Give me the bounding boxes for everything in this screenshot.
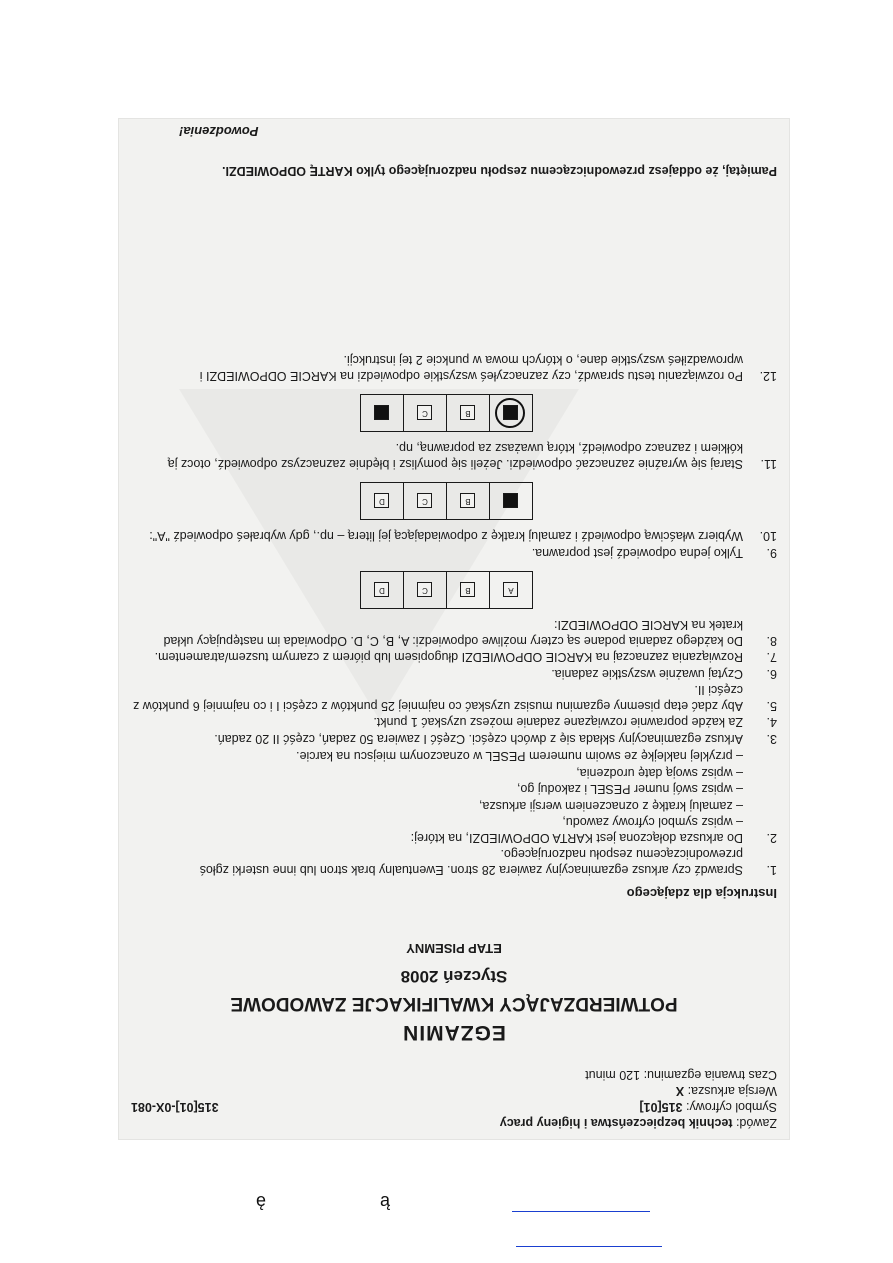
scanned-page (118, 118, 790, 1140)
stray-glyph-e: ę (256, 1190, 267, 1210)
upside-down-exam-sheet (119, 119, 789, 1139)
instruction-number: 5. (766, 699, 777, 713)
instruction-text: Do arkusza dołączona jest KARTA ODPOWIEDZI, na której: (410, 831, 743, 845)
header-row-duration (131, 1067, 777, 1083)
instruction-number: 12. (759, 369, 777, 383)
header-row-version (131, 1083, 777, 1099)
example-square-c: C (418, 494, 433, 509)
version-line (676, 1083, 777, 1099)
corrected-cell-c (403, 395, 446, 431)
instruction-item (131, 561, 777, 648)
answer-cell-a (489, 572, 532, 608)
hyperlink-underline-1[interactable] (512, 1211, 650, 1212)
instruction-sublist (131, 748, 743, 830)
sub-item: – przyklej naklejkę ze swoim numerem PESEL w oznaczonym miejscu na karcie. (296, 749, 743, 764)
instruction-body (131, 384, 743, 471)
sheet-code: 315[01]-0X-081 (131, 1100, 219, 1114)
instruction-number: 2. (766, 831, 777, 845)
instruction-item (131, 384, 777, 471)
corrected-cell-b (446, 395, 489, 431)
instruction-body (131, 472, 743, 544)
corrected-cell-d (361, 395, 403, 431)
instruction-number: 3. (766, 732, 777, 746)
profession-label: Zawód: (736, 1116, 777, 1130)
title-exam: EGZAMIN (402, 1021, 506, 1044)
symbol-value: 315[01] (639, 1100, 683, 1114)
sheet-header (131, 1067, 777, 1131)
title-qualification: POTWIERDZAJĄCY KWALIFIKACJE ZAWODOWE (230, 993, 678, 1014)
stray-glyph-a: ą (380, 1190, 391, 1210)
answer-square-a: A (504, 583, 519, 598)
header-row-symbol (131, 1099, 777, 1115)
answer-cell-c (403, 572, 446, 608)
sub-item: – wpisz swoją datę urodzenia, (576, 766, 743, 780)
example-filled-answer (360, 482, 533, 520)
instruction-text: Rozwiązania zaznaczaj na KARCIE ODPOWIEDZI długopisem lub piórem z czarnym tuszem/atramentem. (154, 650, 743, 665)
hyperlink-underline-2[interactable] (516, 1246, 662, 1247)
example-cell-c (403, 483, 446, 519)
instruction-item (131, 714, 777, 730)
version-value: X (675, 1084, 685, 1098)
answer-cell-b (446, 572, 489, 608)
instruction-number: 10. (759, 529, 777, 544)
instructions-heading: Instrukcja dla zdającego (626, 886, 777, 901)
example-square-b: B (461, 494, 476, 509)
title-block (119, 941, 789, 1044)
instruction-body (131, 747, 743, 845)
instruction-item (131, 649, 777, 665)
instruction-item (131, 731, 777, 747)
instruction-body (131, 561, 743, 648)
good-luck-text: Powodzenia! (179, 124, 259, 139)
instruction-item (131, 747, 777, 845)
correction-circle (495, 398, 525, 428)
sub-item: – wpisz swój numer PESEL i zakoduj go, (516, 782, 743, 797)
instruction-number: 8. (766, 634, 777, 648)
instruction-text: Za każde poprawnie rozwiązane zadanie możesz uzyskać 1 punkt. (373, 715, 743, 730)
instruction-number: 4. (766, 715, 777, 730)
title-stage: ETAP PISEMNY (406, 941, 502, 956)
instruction-number: 9. (766, 546, 777, 560)
instruction-text: Wybierz właściwą odpowiedź i zamaluj kratkę z odpowiadającą jej literą – np., gdy wybrałeś odpowiedź "A": (149, 529, 743, 544)
instruction-item (131, 666, 777, 682)
instruction-item (131, 846, 777, 877)
answer-square-b: B (461, 583, 476, 598)
instruction-item (131, 352, 777, 383)
profession-value: technik bezpieczeństwa i higieny pracy (499, 1116, 733, 1130)
instruction-item (131, 682, 777, 713)
symbol-label: Symbol cyfrowy: (686, 1100, 777, 1114)
instruction-number: 1. (766, 863, 777, 877)
sub-item: – wpisz symbol cyfrowy zawodu, (562, 815, 743, 830)
sub-item: – zamaluj kratkę z oznaczeniem wersji arkusza, (479, 799, 743, 813)
title-date: Styczeń 2008 (400, 967, 508, 986)
example-corrected-answer (360, 394, 533, 432)
corrected-cell-a (489, 395, 532, 431)
version-label: Wersja arkusza: (687, 1084, 777, 1098)
filled-square-d (375, 406, 390, 421)
symbol-line (639, 1099, 777, 1115)
instruction-text: Tylko jedna odpowiedź jest poprawna. (531, 546, 743, 560)
answer-cell-d (361, 572, 403, 608)
instruction-number: 11. (760, 457, 777, 471)
example-square-d: D (375, 494, 390, 509)
instruction-number: 6. (766, 667, 777, 681)
example-cell-d (361, 483, 403, 519)
instructions-list (131, 351, 777, 877)
corrected-square-b: B (461, 406, 476, 421)
example-cell-b (446, 483, 489, 519)
instruction-text: Czytaj uważnie wszystkie zadania. (551, 667, 743, 681)
exam-duration: Czas trwania egzaminu: 120 minut (585, 1068, 777, 1082)
filled-square-a (504, 494, 519, 509)
instruction-number: 7. (766, 650, 777, 665)
instruction-text: Sprawdź czy arkusz egzaminacyjny zawiera 28 stron. Ewentualny brak stron lub inne usterki zgłoś przewodniczącemu zespołu nadzorującego. (199, 847, 743, 877)
instruction-text: Aby zdać etap pisemny egzaminu musisz uzyskać co najmniej 25 punktów z części I i co najmniej 6 punktów z części II. (132, 683, 743, 713)
instruction-item (131, 545, 777, 561)
instruction-text: Arkusz egzaminacyjny składa się z dwóch części. Część I zawiera 50 zadań, część II 20 zadań. (214, 732, 743, 746)
instruction-text: Do każdego zadania podane są cztery możliwe odpowiedzi: A, B, C, D. Odpowiada im następujący układ kratek na KARCIE ODPOWIEDZI: (163, 618, 743, 648)
instruction-text: Po rozwiązaniu testu sprawdź, czy zaznaczyłeś wszystkie odpowiedzi na KARCIE ODPOWIEDZI i wprowadziłeś wszystkie dane, o których mowa w punkcie 2 tej instrukcji. (199, 353, 743, 383)
answer-square-d: D (375, 583, 390, 598)
example-cell-a (489, 483, 532, 519)
answer-box-layout (360, 571, 533, 609)
instruction-item (131, 472, 777, 544)
answer-square-c: C (418, 583, 433, 598)
reminder-note: Pamiętaj, że oddajesz przewodniczącemu zespołu nadzorującego tylko KARTĘ ODPOWIEDZI. (222, 164, 777, 178)
corrected-square-c: C (418, 406, 433, 421)
profession-line (500, 1115, 777, 1131)
instruction-text: Staraj się wyraźnie zaznaczać odpowiedzi. Jeżeli się pomylisz i błędnie zaznaczysz odpowiedź, otocz ją kółkiem i zaznacz odpowiedź, którą uważasz za poprawną, np. (167, 441, 743, 471)
header-row-profession (131, 1115, 777, 1131)
